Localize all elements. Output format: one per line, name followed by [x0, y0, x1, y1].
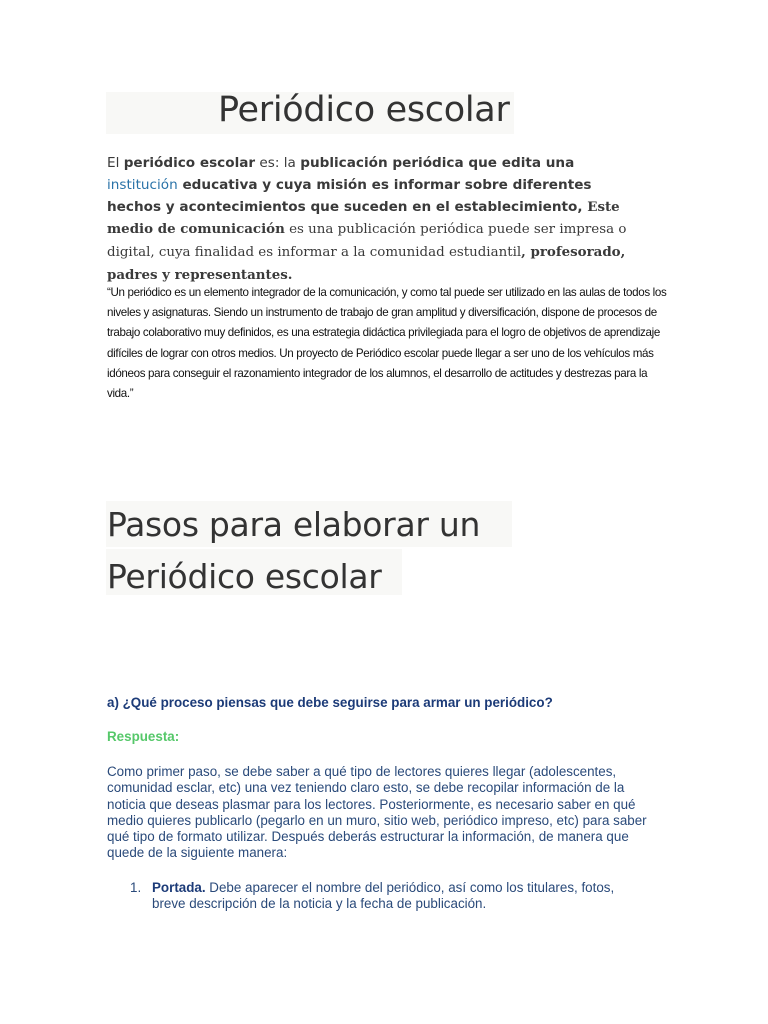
intro-es: es: la [255, 155, 301, 171]
page-title: Periódico escolar [218, 90, 510, 130]
list-item-number: 1. [130, 880, 142, 895]
answer-label: Respuesta: [107, 729, 180, 744]
section-heading [107, 499, 527, 603]
question-text: a) ¿Qué proceso piensas que debe seguirse para armar un periódico? [107, 695, 553, 710]
institucion-link[interactable]: institución [107, 177, 178, 193]
intro-rest: educativa y cuya misión es informar sobre diferentes hechos y acontecimientos que suceden en el establecimiento, [107, 177, 592, 215]
intro-paragraph [107, 152, 647, 286]
list-item [130, 880, 650, 913]
intro-comma: , [521, 244, 531, 260]
intro-este: Este medio de comunicación [107, 199, 620, 237]
intro-el: El [107, 155, 124, 171]
list-item-content [152, 880, 650, 913]
list-item-text: Debe aparecer el nombre del periódico, así como los titulares, fotos, breve descripción de la noticia y la fecha de publicación. [152, 880, 615, 912]
intro-definition: publicación periódica que edita una [300, 155, 575, 171]
list-item-heading: Portada. [152, 880, 206, 895]
quote-paragraph: “Un periódico es un elemento integrador de la comunicación, y como tal puede ser utilizado en las aulas de todos los niveles y asignaturas. Siendo un instrumento de trabajo de gran amplitud y diversificación, dispone de procesos de trabajo colaborativo muy definidos, es una estrategia didáctica privilegiada para el logro de objetivos de aprendizaje difíciles de lograr con otros medios. Un proyecto de Periódico escolar puede llegar a ser uno de los vehículos más idóneos para conseguir el razonamiento integrador de los alumnos, el desarrollo de actitudes y destrezas para la vida.” [107, 286, 667, 401]
answer-text: Como primer paso, se debe saber a qué tipo de lectores quieres llegar (adolescentes, comunidad esclar, etc) una vez teniendo claro esto, se debe recopilar información de la noticia que deseas plasmar para los lectores. Posteriormente, es necesario saber en qué medio quieres publicarlo (pegarlo en un muro, sitio web, periódico impreso, etc) para saber qué tipo de formato utilizar. Después deberás estructurar la información, de manera que quede de la siguiente manera: [107, 764, 647, 861]
intro-end: profesorado, padres y representantes. [107, 244, 626, 283]
intro-serif-text: es una publicación periódica puede ser impresa o digital, cuya finalidad es informar a la comunidad estudiantil [107, 222, 627, 260]
section-heading-line1: Pasos para elaborar un [107, 505, 481, 544]
intro-term: periódico escolar [123, 155, 256, 171]
section-heading-line2: Periódico escolar [107, 557, 382, 596]
